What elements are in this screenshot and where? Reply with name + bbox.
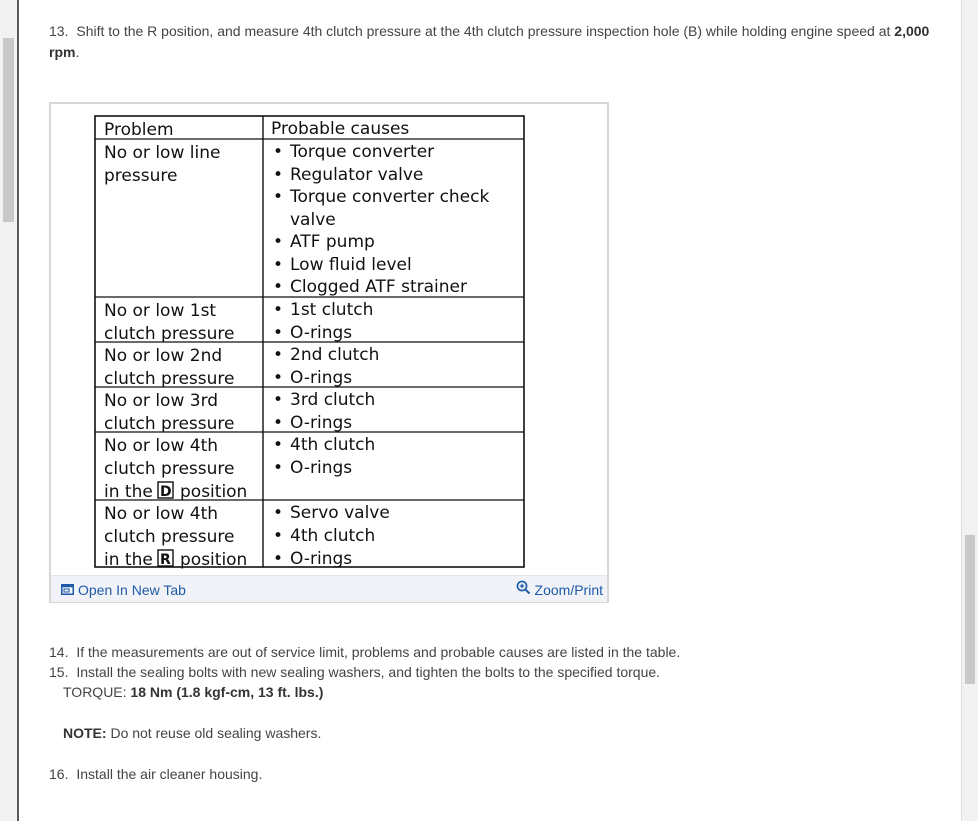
bullet: • xyxy=(273,390,284,410)
left-scrollbar-thumb[interactable] xyxy=(3,38,14,222)
open-new-tab-icon xyxy=(61,580,74,601)
row1-cause-1: Torque converter xyxy=(290,142,435,162)
open-in-new-tab-link[interactable] xyxy=(61,580,186,601)
zoom-in-icon xyxy=(516,580,531,601)
step-15-number: 15. xyxy=(49,664,69,680)
row2-cause-1: 1st clutch xyxy=(290,300,374,320)
note-label: NOTE: xyxy=(63,725,107,741)
row6-cause-2: 4th clutch xyxy=(290,526,376,546)
note xyxy=(49,723,944,743)
row6-problem-line4: position xyxy=(180,550,248,570)
row1-cause-3-cont: valve xyxy=(290,210,336,230)
row6-problem-line2: clutch pressure xyxy=(104,527,235,547)
header-probable-causes: Probable causes xyxy=(271,119,410,139)
row6-problem-line3: in the xyxy=(104,550,153,570)
bullet: • xyxy=(273,413,284,433)
note-text: Do not reuse old sealing washers. xyxy=(110,725,322,741)
row3-cause-2: O-rings xyxy=(290,368,353,388)
bullet: • xyxy=(273,503,284,523)
step-13-engine-speed: 2,000 rpm xyxy=(49,23,930,60)
row6-cause-1: Servo valve xyxy=(290,503,390,523)
row1-cause-3: Torque converter check xyxy=(290,187,490,207)
row1-problem-line1: No or low line xyxy=(104,143,221,163)
row4-problem-line2: clutch pressure xyxy=(104,414,235,434)
bullet: • xyxy=(273,165,284,185)
pressure-table-image xyxy=(51,104,607,575)
remaining-steps xyxy=(49,642,944,784)
row5-problem-line3: in the xyxy=(104,482,153,502)
bullet: • xyxy=(273,232,284,252)
row5-problem-line2: clutch pressure xyxy=(104,459,235,479)
row4-cause-2: O-rings xyxy=(290,413,353,433)
row2-problem-line1: No or low 1st xyxy=(104,301,217,321)
zoom-print-link[interactable] xyxy=(516,580,603,601)
d-position-box: D xyxy=(160,484,172,500)
step-13 xyxy=(49,21,944,63)
row3-cause-1: 2nd clutch xyxy=(290,345,380,365)
row5-problem-line1: No or low 4th xyxy=(104,436,219,456)
header-problem: Problem xyxy=(104,120,174,140)
bullet: • xyxy=(273,255,284,275)
bullet: • xyxy=(273,277,284,297)
row4-problem-line1: No or low 3rd xyxy=(104,391,219,411)
torque-spec xyxy=(49,682,944,702)
row2-problem-line2: clutch pressure xyxy=(104,324,235,344)
bullet: • xyxy=(273,368,284,388)
figure-toolbar xyxy=(51,575,607,602)
row4-cause-1: 3rd clutch xyxy=(290,390,376,410)
bullet: • xyxy=(273,323,284,343)
row5-cause-1: 4th clutch xyxy=(290,435,376,455)
step-14-number: 14. xyxy=(49,644,69,660)
torque-value: 18 Nm (1.8 kgf-cm, 13 ft. lbs.) xyxy=(130,684,324,700)
pressure-table-figure xyxy=(49,102,609,603)
step-14-text: If the measurements are out of service limit, problems and probable causes are listed in the table. xyxy=(76,644,681,660)
row6-problem-line1: No or low 4th xyxy=(104,504,219,524)
bullet: • xyxy=(273,549,284,569)
r-position-box: R xyxy=(160,552,171,568)
bullet: • xyxy=(273,435,284,455)
row6-cause-3: O-rings xyxy=(290,549,353,569)
open-in-new-tab-label: Open In New Tab xyxy=(78,582,186,598)
step-15-text: Install the sealing bolts with new sealing washers, and tighten the bolts to the specified torque. xyxy=(76,664,661,680)
row3-problem-line2: clutch pressure xyxy=(104,369,235,389)
step-14 xyxy=(49,642,944,662)
left-scrollbar-track[interactable] xyxy=(0,0,19,821)
step-13-period: . xyxy=(75,44,80,60)
zoom-print-label: Zoom/Print xyxy=(534,582,603,598)
row5-cause-2: O-rings xyxy=(290,458,353,478)
bullet: • xyxy=(273,187,284,207)
bullet: • xyxy=(273,526,284,546)
step-15 xyxy=(49,662,944,682)
row1-cause-6: Clogged ATF strainer xyxy=(290,277,467,297)
step-16-text: Install the air cleaner housing. xyxy=(76,766,263,782)
bullet: • xyxy=(273,142,284,162)
row1-cause-5: Low fluid level xyxy=(290,255,412,275)
row2-cause-2: O-rings xyxy=(290,323,353,343)
step-13-text: Shift to the R position, and measure 4th clutch pressure at the 4th clutch pressure inspection hole (B) while holding engine speed at xyxy=(76,23,891,39)
bullet: • xyxy=(273,458,284,478)
step-16 xyxy=(49,764,944,784)
right-scrollbar-thumb[interactable] xyxy=(965,535,975,684)
torque-label: TORQUE: xyxy=(63,684,127,700)
step-16-number: 16. xyxy=(49,766,69,782)
right-scrollbar-track[interactable] xyxy=(961,0,978,821)
bullet: • xyxy=(273,300,284,320)
row3-problem-line1: No or low 2nd xyxy=(104,346,223,366)
row1-cause-2: Regulator valve xyxy=(290,165,424,185)
row5-problem-line4: position xyxy=(180,482,248,502)
row1-problem-line2: pressure xyxy=(104,166,178,186)
bullet: • xyxy=(273,345,284,365)
step-13-number: 13. xyxy=(49,23,69,39)
row1-cause-4: ATF pump xyxy=(290,232,375,252)
